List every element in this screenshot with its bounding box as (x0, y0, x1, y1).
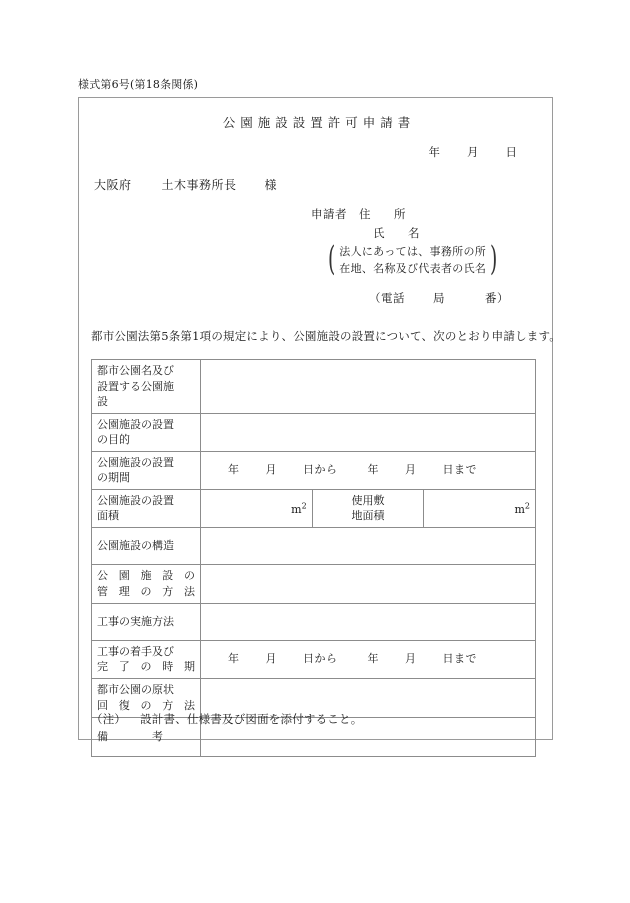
footnote (91, 711, 362, 727)
row-label-management (92, 564, 201, 603)
from-month: 月 (265, 463, 277, 477)
label-line: 面積 (97, 509, 119, 522)
corporate-note-text (338, 243, 487, 277)
date-line (429, 144, 519, 160)
addressee-honorific: 様 (264, 178, 278, 192)
label-line: 都市公園名及び (97, 364, 174, 377)
label-line: の期間 (97, 471, 130, 484)
application-table (91, 359, 536, 757)
phone-exchange: 局 (433, 291, 445, 305)
label-line: 公園施設の設置 (97, 493, 174, 507)
label-line: 地面積 (351, 509, 385, 522)
from-month: 月 (265, 652, 277, 666)
applicant-name-label: 氏 名 (373, 226, 426, 240)
date-day: 日 (505, 145, 518, 159)
label-line: 公園施設の設置 (97, 455, 174, 469)
row-label-purpose (92, 413, 201, 451)
label-line: 回復の方法 (97, 698, 195, 712)
corporate-note-line2: 在地、名称及び代表者の氏名 (339, 262, 487, 275)
row-label-construction-method (92, 603, 201, 640)
row-value-construction-method[interactable] (201, 603, 536, 640)
corporate-note-line1: 法人にあっては、事務所の所 (339, 245, 487, 258)
row-label-area (92, 489, 201, 527)
label-line: の目的 (97, 433, 130, 446)
label-line: 備 考 (97, 729, 163, 743)
label-line: 設置する公園施 (97, 379, 174, 393)
row-value-construction-period[interactable] (201, 640, 536, 678)
date-month: 月 (467, 145, 480, 159)
label-line: 公園施設の構造 (97, 538, 174, 552)
label-line: 工事の実施方法 (97, 614, 174, 628)
row-value-purpose[interactable] (201, 413, 536, 451)
to-day: 日まで (442, 463, 477, 477)
phone-number: 番） (485, 291, 509, 305)
date-range (206, 463, 477, 476)
statement-text: 都市公園法第5条第1項の規定により、公園施設の設置について、次のとおり申請します。 (91, 329, 561, 343)
label-line: 都市公園の原状 (97, 683, 174, 696)
row-label-park-name (92, 360, 201, 414)
from-year: 年 (228, 463, 240, 477)
label-line: 工事の着手及び (97, 644, 174, 658)
table-row (92, 451, 536, 489)
row-label-construction-period (92, 640, 201, 678)
to-day: 日まで (442, 652, 477, 666)
corporate-note (325, 239, 500, 279)
label-line: 完了の時期 (97, 660, 195, 673)
footnote-text: 設計書、仕様書及び図面を添付すること。 (140, 712, 363, 726)
unit-text: m (514, 503, 525, 517)
row-label-period (92, 451, 201, 489)
label-line: 設 (97, 395, 108, 408)
bracket-left: ( (327, 239, 336, 279)
addressee-line (94, 176, 277, 193)
form-number: 様式第6号(第18条関係) (78, 78, 199, 91)
row-value-facility-area[interactable] (201, 489, 313, 527)
to-month: 月 (405, 652, 417, 666)
row-sublabel-site-area (312, 489, 424, 527)
to-year: 年 (367, 463, 379, 477)
unit-exponent: 2 (301, 501, 307, 511)
label-line: 公園施設の (97, 569, 195, 582)
table-row (92, 640, 536, 678)
label-line: 管理の方法 (97, 584, 195, 598)
to-year: 年 (367, 652, 379, 666)
label-line: 公園施設の設置 (97, 417, 174, 431)
to-month: 月 (405, 463, 417, 477)
table-row (92, 564, 536, 603)
bracket-right: ) (490, 239, 498, 279)
row-value-park-name[interactable] (201, 360, 536, 414)
from-year: 年 (228, 652, 240, 666)
applicant-address-row (311, 205, 426, 224)
unit-text: m (291, 503, 302, 517)
row-value-period[interactable] (201, 451, 536, 489)
table-row (92, 360, 536, 414)
row-value-structure[interactable] (201, 527, 536, 564)
unit-exponent: 2 (524, 501, 530, 511)
from-day: 日から (303, 652, 338, 666)
table-row (92, 603, 536, 640)
addressee-office: 土木事務所長 (161, 178, 237, 192)
applicant-address-label: 住 所 (359, 207, 412, 221)
area-unit (291, 503, 307, 516)
label-line: 使用敷 (351, 494, 385, 507)
table-row (92, 527, 536, 564)
site-area-unit (514, 503, 530, 516)
from-day: 日から (303, 463, 338, 477)
row-label-structure (92, 527, 201, 564)
date-range (206, 652, 477, 665)
table-row (92, 489, 536, 527)
row-value-site-area[interactable] (424, 489, 536, 527)
table-row (92, 413, 536, 451)
form-frame (78, 97, 561, 743)
addressee-prefecture: 大阪府 (94, 178, 132, 192)
page-title: 公園施設設置許可申請書 (222, 115, 416, 130)
footnote-marker: （注） (91, 712, 127, 726)
date-year: 年 (428, 145, 441, 159)
row-value-management[interactable] (201, 564, 536, 603)
phone-line (369, 290, 509, 306)
applicant-label: 申請者 (311, 207, 347, 221)
phone-open: （電話 (369, 291, 405, 305)
applicant-block (311, 205, 426, 243)
